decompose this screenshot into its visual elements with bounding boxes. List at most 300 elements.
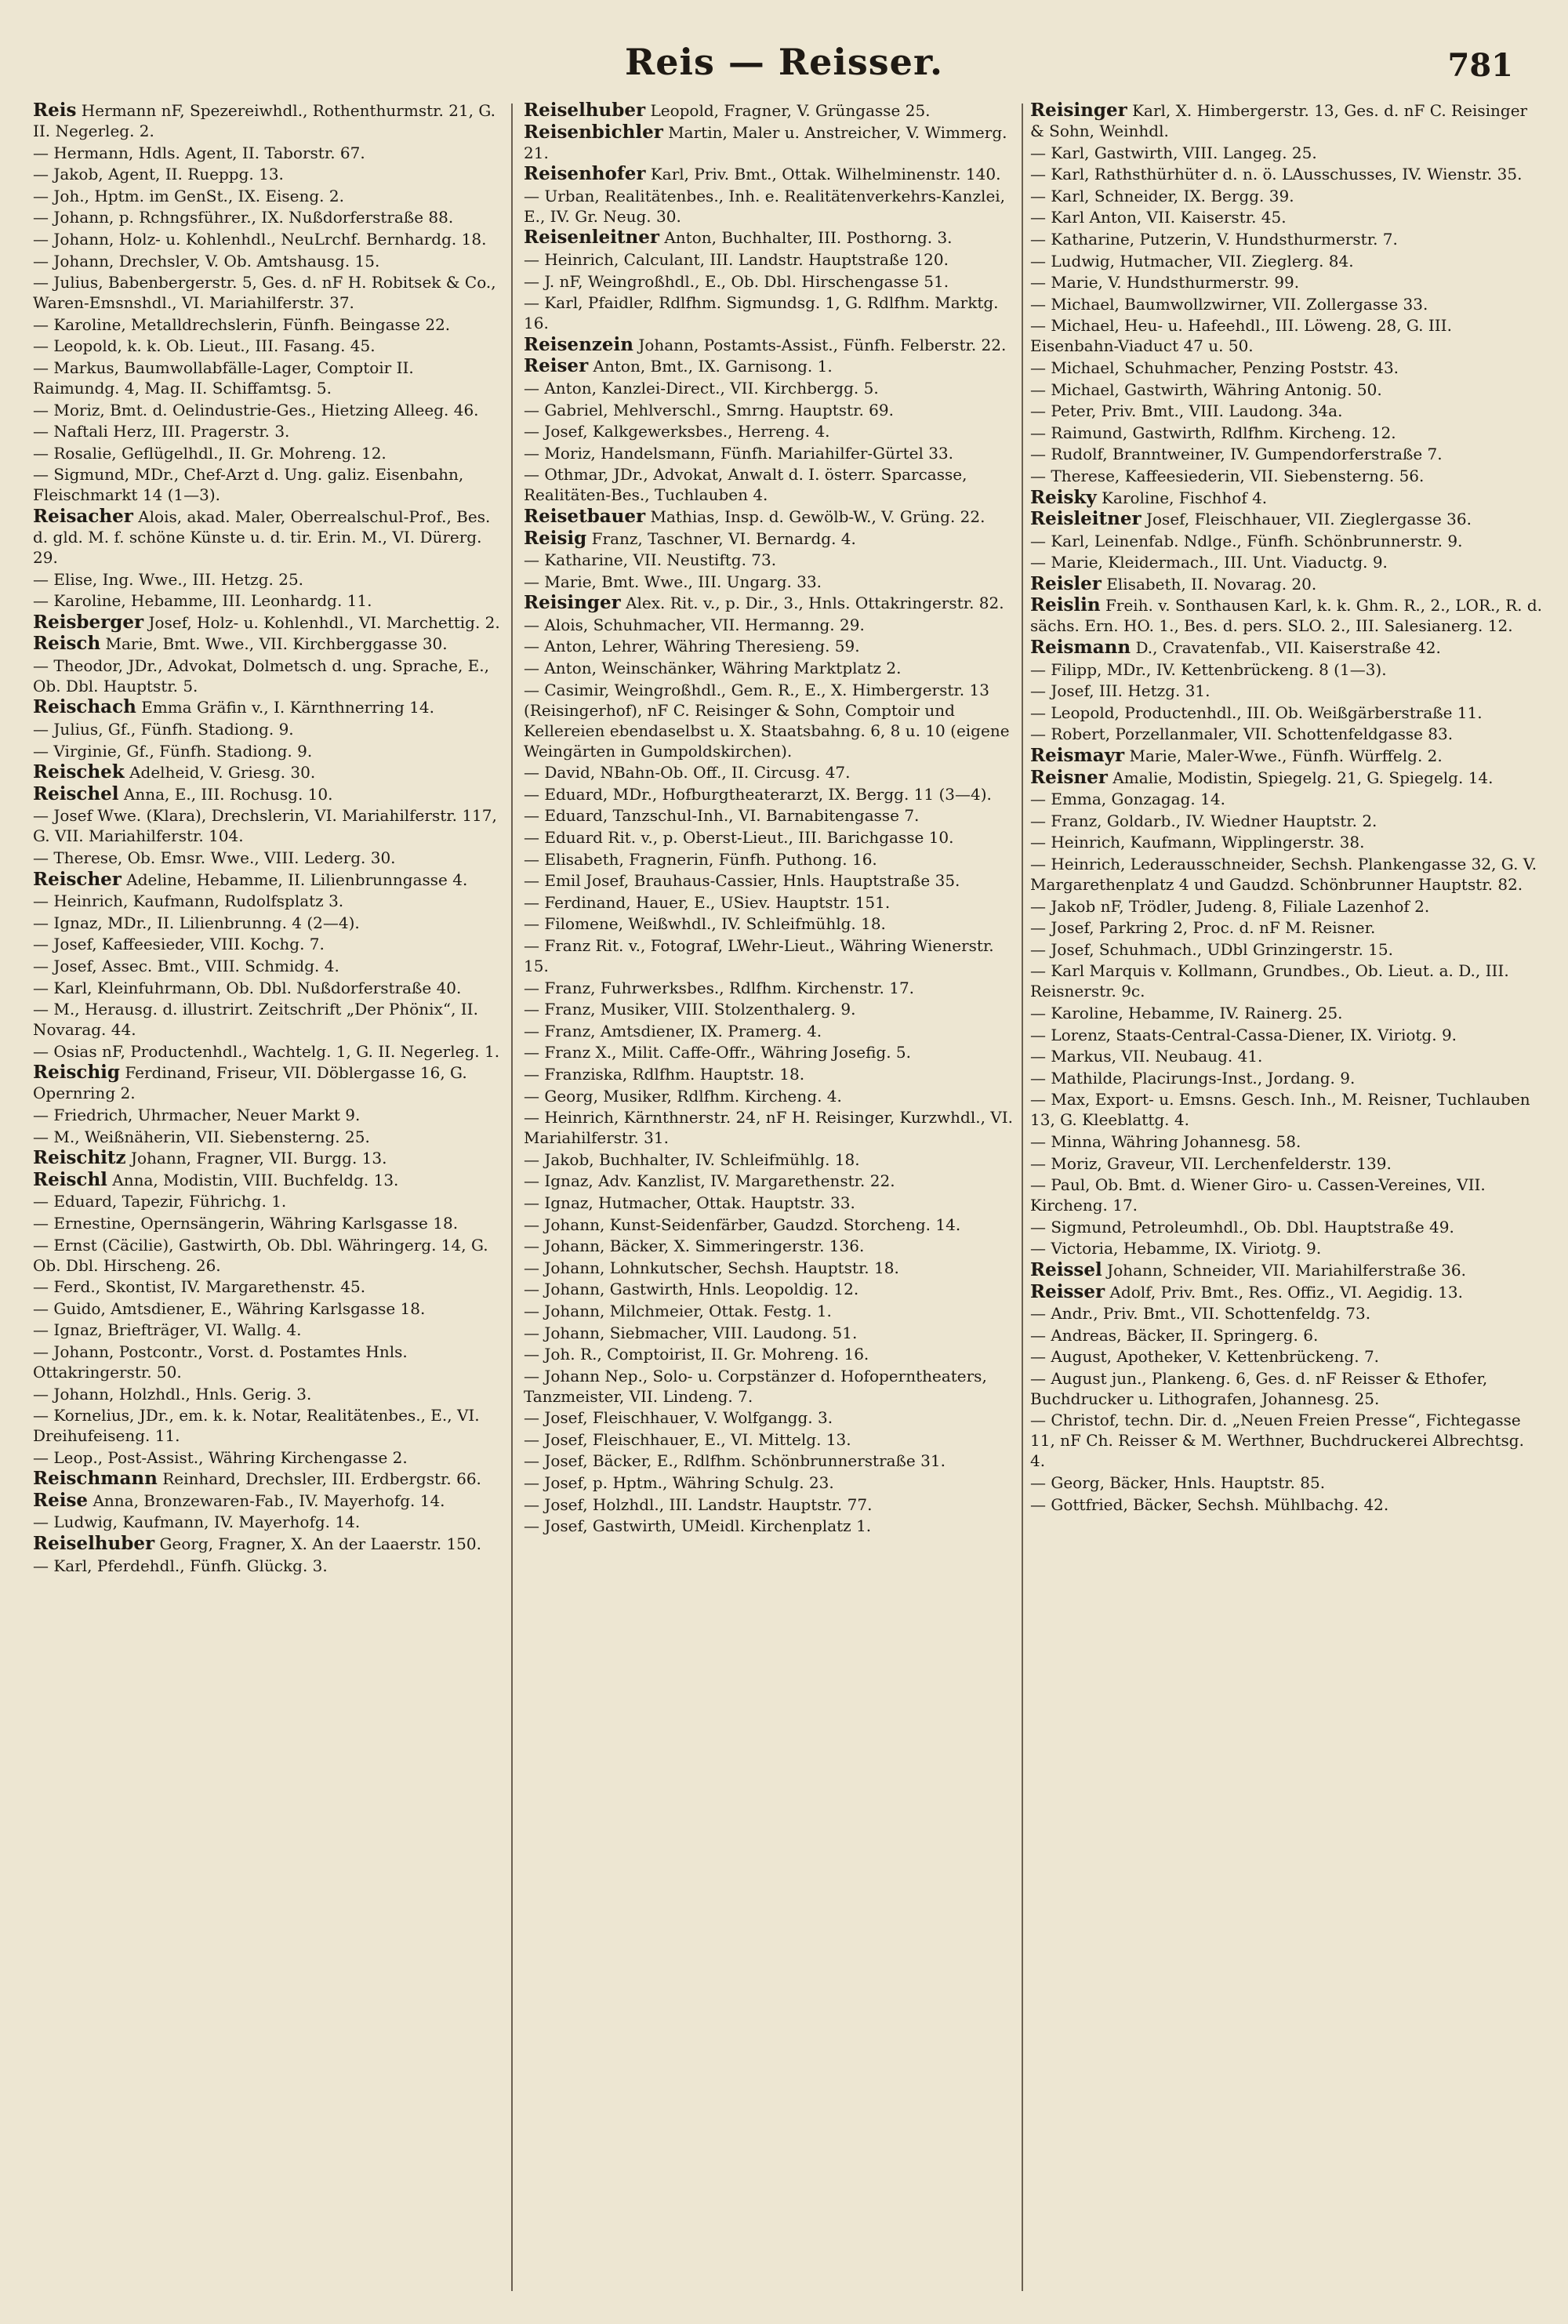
entry-text: — Karl Anton, VII. Kaiserstr. 45.	[1030, 208, 1287, 227]
entry-surname: Reischach	[33, 696, 136, 718]
directory-entry	[1030, 1153, 1543, 1174]
entry-surname: Reisenzein	[524, 333, 633, 355]
directory-entry	[1030, 1068, 1543, 1088]
directory-entry	[524, 1236, 1018, 1256]
directory-column-2	[524, 100, 1018, 2311]
directory-entry	[524, 827, 1018, 848]
entry-text: — Karl, Pferdehdl., Fünfh. Glückg. 3.	[33, 1556, 328, 1575]
directory-entry	[1030, 1175, 1543, 1215]
entry-text: — Josef, Holzhdl., III. Landstr. Hauptstr. 77.	[524, 1494, 873, 1514]
directory-entry	[524, 762, 1018, 783]
directory-entry	[33, 1148, 503, 1168]
directory-entry	[33, 1170, 503, 1190]
entry-text: — Max, Export- u. Emsns. Gesch. Inh., M. Reisner, Tuchlauben 13, G. Kleeblattg. 4.	[1030, 1090, 1530, 1130]
entry-text: — Franziska, Rdlfhm. Hauptstr. 18.	[524, 1064, 805, 1084]
entry-text: — Marie, Bmt. Wwe., III. Ungarg. 33.	[524, 572, 822, 591]
directory-entry	[524, 443, 1018, 463]
entry-text: — Johann, p. Rchngsführer., IX. Nußdorferstraße 88.	[33, 208, 454, 227]
directory-entry	[33, 655, 503, 696]
directory-entry	[524, 1407, 1018, 1428]
entry-text: — Karoline, Hebamme, III. Leonhardg. 11.	[33, 591, 372, 611]
directory-entry	[33, 358, 503, 398]
entry-text: D., Cravatenfab., VII. Kaiserstraße 42.	[1135, 638, 1441, 658]
entry-text: — Filomene, Weißwhdl., IV. Schleifmühlg. 18.	[524, 914, 886, 934]
directory-entry	[524, 1451, 1018, 1471]
entry-text: — Michael, Baumwollzwirner, VII. Zollergasse 33.	[1030, 294, 1428, 314]
directory-entry	[1030, 294, 1543, 314]
directory-entry	[33, 1298, 503, 1319]
entry-text: — Mathilde, Placirungs-Inst., Jordang. 9.	[1030, 1068, 1356, 1088]
directory-entry	[524, 913, 1018, 934]
column-divider	[511, 103, 513, 2291]
entry-text: — Ignaz, Briefträger, VI. Wallg. 4.	[33, 1320, 302, 1340]
entry-text: — Moriz, Handelsmann, Fünfh. Mariahilfer-Gürtel 33.	[524, 443, 953, 463]
directory-entry	[524, 658, 1018, 678]
directory-entry	[33, 934, 503, 954]
directory-entry	[33, 590, 503, 611]
entry-text: — Katharine, VII. Neustiftg. 73.	[524, 550, 777, 570]
directory-entry	[33, 251, 503, 271]
entry-text: Hermann nF, Spezereiwhdl., Rothenthurmstr. 21, G. II. Negerleg. 2.	[33, 101, 495, 140]
entry-text: — Emil Josef, Brauhaus-Cassier, Hnls. Hauptstraße 35.	[524, 871, 960, 891]
directory-entry	[1030, 1131, 1543, 1152]
entry-text: Anton, Bmt., IX. Garnisong. 1.	[593, 357, 833, 376]
entry-surname: Reischig	[33, 1062, 120, 1084]
entry-surname: Reiser	[524, 355, 589, 377]
directory-entry	[524, 164, 1018, 184]
entry-text: — Franz X., Milit. Caffe-Offr., Währing Josefig. 5.	[524, 1043, 912, 1062]
entry-text: — Minna, Währing Johannesg. 58.	[1030, 1131, 1301, 1151]
directory-entry	[524, 1258, 1018, 1278]
entry-text: — Franz, Goldarb., IV. Wiedner Hauptstr. 2.	[1030, 811, 1377, 830]
entry-text: — Josef Wwe. (Klara), Drechslerin, VI. Mariahilferstr. 117, G. VII. Mariahilferstr. 104.	[33, 806, 497, 846]
directory-entry	[1030, 401, 1543, 421]
entry-text: — Ludwig, Hutmacher, VII. Zieglerg. 84.	[1030, 251, 1354, 271]
directory-entry	[1030, 832, 1543, 852]
entry-surname: Reischmann	[33, 1468, 158, 1490]
entry-surname: Reisch	[33, 633, 101, 655]
entry-text: — Johann, Gastwirth, Hnls. Leopoldig. 12.	[524, 1280, 859, 1299]
entry-text: — Moriz, Bmt. d. Oelindustrie-Ges., Hietzing Alleeg. 46.	[33, 400, 479, 419]
directory-entry	[1030, 854, 1543, 895]
directory-entry	[33, 956, 503, 976]
entry-text: — Guido, Amtsdiener, E., Währing Karlsgasse 18.	[33, 1298, 426, 1318]
entry-surname: Reismann	[1030, 637, 1131, 659]
entry-surname: Reisky	[1030, 486, 1097, 508]
directory-entry	[33, 1191, 503, 1211]
entry-text: — Julius, Gf., Fünfh. Stadiong. 9.	[33, 720, 294, 739]
directory-entry	[524, 935, 1018, 976]
entry-surname: Reissel	[1030, 1258, 1102, 1280]
directory-entry	[1030, 960, 1543, 1001]
directory-entry	[1030, 531, 1543, 551]
directory-entry	[1030, 1046, 1543, 1066]
entry-text: — Franz, Fuhrwerksbes., Rdlfhm. Kirchenstr. 17.	[524, 978, 915, 997]
entry-text: — Anton, Weinschänker, Währing Marktplatz 2.	[524, 659, 902, 678]
entry-text: Ferdinand, Friseur, VII. Döblergasse 16, G. Opernring 2.	[33, 1063, 467, 1103]
entry-text: Anton, Buchhalter, III. Posthorng. 3.	[664, 228, 953, 248]
entry-surname: Reischek	[33, 761, 125, 783]
entry-text: — Karoline, Metalldrechslerin, Fünfh. Beingasse 22.	[33, 314, 451, 334]
entry-text: — Michael, Schuhmacher, Penzing Poststr. 43.	[1030, 358, 1399, 377]
directory-entry	[1030, 1303, 1543, 1324]
directory-entry	[524, 356, 1018, 376]
directory-entry	[33, 762, 503, 783]
directory-entry	[33, 1320, 503, 1340]
entry-surname: Reiselhuber	[33, 1533, 155, 1555]
entry-text: — Josef, Kalkgewerksbes., Herreng. 4.	[524, 422, 830, 441]
entry-text: — Leopold, k. k. Ob. Lieut., III. Fasang. 45.	[33, 336, 376, 356]
entry-text: — Johann, Milchmeier, Ottak. Festg. 1.	[524, 1301, 832, 1320]
directory-entry	[524, 1086, 1018, 1106]
entry-text: — Othmar, JDr., Advokat, Anwalt d. I. österr. Sparcasse, Realitäten-Bes., Tuchlauben 4.	[524, 465, 967, 505]
directory-entry	[524, 400, 1018, 420]
entry-surname: Reischl	[33, 1168, 107, 1190]
directory-entry	[1030, 1217, 1543, 1237]
directory-entry	[33, 569, 503, 590]
directory-entry	[1030, 423, 1543, 443]
entry-text: Marie, Bmt. Wwe., VII. Kirchberggasse 30.	[105, 634, 448, 654]
directory-entry	[524, 636, 1018, 656]
entry-text: — Rosalie, Geflügelhdl., II. Gr. Mohreng. 12.	[33, 443, 387, 463]
entry-text: Karl, X. Himbergerstr. 13, Ges. d. nF C. Reisinger & Sohn, Weinhdl.	[1030, 101, 1528, 140]
entry-text: — Franz Rit. v., Fotograf, LWehr-Lieut., Währing Wienerstr. 15.	[524, 936, 994, 975]
directory-entry	[33, 1105, 503, 1125]
entry-text: — Heinrich, Kaufmann, Wipplingerstr. 38.	[1030, 833, 1365, 852]
entry-text: — Eduard, Tanzschul-Inh., VI. Barnabitengasse 7.	[524, 806, 920, 826]
directory-entry	[33, 1127, 503, 1147]
entry-surname: Reisberger	[33, 611, 144, 633]
entry-surname: Reisig	[524, 527, 587, 549]
entry-text: — Josef, p. Hptm., Währing Schulg. 23.	[524, 1473, 834, 1493]
directory-entry	[1030, 681, 1543, 701]
entry-text: Marie, Maler-Wwe., Fünfh. Würffelg. 2.	[1129, 746, 1443, 766]
directory-entry	[33, 741, 503, 761]
directory-entry	[1030, 100, 1543, 141]
entry-text: Mathias, Insp. d. Gewölb-W., V. Grüng. 22.	[650, 507, 985, 526]
entry-text: — Michael, Heu- u. Hafeehdl., III. Löweng. 28, G. III. Eisenbahn-Viaduct 47 u. 50.	[1030, 316, 1452, 356]
entry-text: — Victoria, Hebamme, IX. Viriotg. 9.	[1030, 1239, 1322, 1258]
entry-text: — Andreas, Bäcker, II. Springerg. 6.	[1030, 1325, 1319, 1345]
entry-text: — Georg, Bäcker, Hnls. Hauptstr. 85.	[1030, 1473, 1326, 1493]
directory-entry	[33, 1041, 503, 1062]
directory-entry	[1030, 488, 1543, 508]
directory-entry	[524, 849, 1018, 870]
entry-text: — Josef, Kaffeesieder, VIII. Kochg. 7.	[33, 935, 325, 954]
entry-text: Karl, Priv. Bmt., Ottak. Wilhelminenstr. 140.	[650, 165, 1001, 184]
entry-surname: Reis	[33, 100, 77, 121]
entry-surname: Reisenhofer	[524, 163, 646, 185]
directory-entry	[524, 1323, 1018, 1343]
directory-entry	[33, 100, 503, 141]
entry-text: — Gabriel, Mehlverschl., Smrng. Hauptstr. 69.	[524, 400, 894, 419]
directory-entry	[33, 612, 503, 633]
entry-text: — Anton, Lehrer, Währing Theresieng. 59.	[524, 637, 860, 656]
directory-entry	[524, 1429, 1018, 1450]
entry-text: — Karl, Schneider, IX. Bergg. 39.	[1030, 186, 1294, 205]
directory-entry	[33, 314, 503, 335]
entry-text: — Eduard, MDr., Hofburgtheaterarzt, IX. Bergg. 11 (3—4).	[524, 784, 992, 804]
entry-text: — August jun., Plankeng. 6, Ges. d. nF Reisser & Ethofer, Buchdrucker u. Lithografen, Johannesg. 25.	[1030, 1368, 1488, 1408]
directory-entry	[1030, 509, 1543, 529]
entry-text: — Elisabeth, Fragnerin, Fünfh. Puthong. 16.	[524, 849, 877, 869]
directory-entry	[33, 848, 503, 868]
entry-surname: Reise	[33, 1489, 89, 1511]
entry-text: — Robert, Porzellanmaler, VII. Schottenfeldgasse 83.	[1030, 724, 1454, 744]
directory-entry	[524, 550, 1018, 570]
directory-entry	[524, 186, 1018, 227]
directory-entry	[33, 1213, 503, 1233]
directory-entry	[1030, 703, 1543, 723]
directory-entry	[1030, 917, 1543, 938]
directory-entry	[33, 1405, 503, 1446]
entry-text: Anna, Modistin, VIII. Buchfeldg. 13.	[112, 1170, 399, 1189]
entry-text: — Joh., Hptm. im GenSt., IX. Eiseng. 2.	[33, 186, 344, 205]
entry-text: Freih. v. Sonthausen Karl, k. k. Ghm. R., 2., LOR., R. d. sächs. Ern. HO. 1., Bes. d. pers. SLO. 2., III. Salesianerg. 12.	[1030, 596, 1543, 636]
directory-entry	[524, 680, 1018, 761]
entry-text: — Karl, Pfaidler, Rdlfhm. Sigmundsg. 1, G. Rdlfhm. Marktg. 16.	[524, 293, 999, 333]
entry-text: Johann, Schneider, VII. Mariahilferstraße 36.	[1107, 1260, 1466, 1280]
directory-entry	[524, 1042, 1018, 1062]
entry-text: — Therese, Kaffeesiederin, VII. Siebensterng. 56.	[1030, 466, 1425, 485]
entry-text: — M., Herausg. d. illustrirt. Zeitschrift „Der Phönix“, II. Novarag. 44.	[33, 1000, 478, 1040]
directory-entry	[33, 164, 503, 184]
directory-entry	[524, 1107, 1018, 1148]
column-divider	[1022, 103, 1023, 2291]
directory-entry	[1030, 1472, 1543, 1493]
entry-text: Elisabeth, II. Novarag. 20.	[1106, 574, 1317, 594]
directory-entry	[524, 227, 1018, 248]
directory-entry	[1030, 186, 1543, 206]
entry-text: — Joh. R., Comptoirist, II. Gr. Mohreng. 16.	[524, 1345, 869, 1364]
entry-text: Alex. Rit. v., p. Dir., 3., Hnls. Ottakringerstr. 82.	[626, 594, 1004, 613]
entry-text: — Osias nF, Productenhdl., Wachtelg. 1, G. II. Negerleg. 1.	[33, 1041, 500, 1061]
entry-text: Franz, Taschner, VI. Bernardg. 4.	[591, 528, 856, 548]
directory-entry	[33, 143, 503, 163]
entry-text: — Leopold, Productenhdl., III. Ob. Weißgärberstraße 11.	[1030, 703, 1483, 722]
directory-entry	[524, 1193, 1018, 1213]
entry-text: — Johann, Kunst-Seidenfärber, Gaudzd. Storcheng. 14.	[524, 1215, 961, 1234]
directory-entry	[524, 1171, 1018, 1191]
entry-text: — Johann, Lohnkutscher, Sechsh. Hauptstr. 18.	[524, 1258, 899, 1277]
entry-text: — Josef, Parkring 2, Proc. d. nF M. Reisner.	[1030, 918, 1376, 938]
entry-surname: Reismayr	[1030, 745, 1125, 767]
entry-text: — Ignaz, MDr., II. Lilienbrunng. 4 (2—4).	[33, 913, 360, 932]
directory-entry	[524, 122, 1018, 163]
directory-entry	[524, 999, 1018, 1019]
entry-surname: Reischel	[33, 783, 119, 804]
entry-text: — Markus, Baumwollabfälle-Lager, Comptoir II. Raimundg. 4, Mag. II. Schiffamtsg. 5.	[33, 358, 414, 398]
entry-text: — Josef, III. Hetzg. 31.	[1030, 681, 1210, 701]
entry-text: — Johann, Holzhdl., Hnls. Gerig. 3.	[33, 1384, 312, 1403]
entry-surname: Reislin	[1030, 594, 1101, 616]
directory-entry	[1030, 358, 1543, 378]
directory-entry	[524, 892, 1018, 913]
directory-entry	[33, 336, 503, 356]
directory-entry	[33, 870, 503, 890]
directory-entry	[524, 507, 1018, 527]
directory-entry	[33, 1491, 503, 1511]
directory-entry	[1030, 1238, 1543, 1258]
directory-entry	[33, 1534, 503, 1554]
directory-entry	[33, 272, 503, 313]
page-number: 781	[1447, 47, 1513, 84]
entry-text: — Urban, Realitätenbes., Inh. e. Realitätenverkehrs-Kanzlei, E., IV. Gr. Neug. 30.	[524, 186, 1006, 226]
entry-text: — August, Apotheker, V. Kettenbrückeng. 7.	[1030, 1347, 1380, 1367]
entry-text: — Ignaz, Adv. Kanzlist, IV. Margarethenstr. 22.	[524, 1171, 895, 1191]
directory-entry	[1030, 143, 1543, 163]
entry-text: — Filipp, MDr., IV. Kettenbrückeng. 8 (1—3).	[1030, 659, 1387, 679]
entry-text: — Josef, Assec. Bmt., VIII. Schmidg. 4.	[33, 957, 339, 975]
entry-text: — Johann, Holz- u. Kohlenhdl., NeuLrchf. Bernhardg. 18.	[33, 229, 487, 249]
directory-entry	[1030, 207, 1543, 227]
entry-text: — Peter, Priv. Bmt., VIII. Laudong. 34a.	[1030, 401, 1343, 421]
entry-text: — Rudolf, Branntweiner, IV. Gumpendorferstraße 7.	[1030, 445, 1443, 464]
directory-entry	[1030, 164, 1543, 184]
entry-text: — Theodor, JDr., Advokat, Dolmetsch d. ung. Sprache, E., Ob. Dbl. Hauptstr. 5.	[33, 655, 489, 695]
directory-entry	[33, 421, 503, 441]
entry-text: — Karoline, Hebamme, IV. Rainerg. 25.	[1030, 1003, 1343, 1022]
directory-entry	[1030, 1346, 1543, 1367]
directory-entry	[33, 186, 503, 206]
directory-entry	[33, 507, 503, 568]
page-header	[0, 34, 1568, 97]
entry-text: — Eduard, Tapezir, Führichg. 1.	[33, 1192, 287, 1211]
directory-entry	[1030, 1025, 1543, 1045]
entry-text: — Ernestine, Opernsängerin, Währing Karlsgasse 18.	[33, 1213, 459, 1233]
entry-surname: Reischitz	[33, 1147, 126, 1169]
entry-text: Josef, Holz- u. Kohlenhdl., VI. Marchettig. 2.	[148, 612, 500, 632]
directory-entry	[33, 634, 503, 654]
entry-text: Martin, Maler u. Anstreicher, V. Wimmerg. 21.	[524, 122, 1007, 162]
directory-entry	[33, 1512, 503, 1532]
directory-entry	[524, 421, 1018, 441]
entry-text: Anna, Bronzewaren-Fab., IV. Mayerhofg. 14.	[93, 1491, 445, 1510]
entry-text: — Ferdinand, Hauer, E., USiev. Hauptstr. 151.	[524, 892, 891, 912]
entry-text: — Kornelius, JDr., em. k. k. Notar, Realitätenbes., E., VI. Dreihufeiseng. 11.	[33, 1406, 480, 1446]
directory-entry	[524, 528, 1018, 549]
directory-entry	[524, 1149, 1018, 1170]
directory-entry	[1030, 1282, 1543, 1302]
entry-text: — Paul, Ob. Bmt. d. Wiener Giro- u. Cassen-Vereines, VII. Kircheng. 17.	[1030, 1175, 1486, 1215]
entry-text: — Jakob nF, Trödler, Judeng. 8, Filiale Lazenhof 2.	[1030, 896, 1430, 916]
directory-entry	[33, 784, 503, 804]
directory-entry	[524, 1215, 1018, 1235]
directory-entry	[524, 1516, 1018, 1536]
directory-entry	[1030, 379, 1543, 400]
directory-column-1	[33, 100, 503, 2311]
directory-entry	[1030, 1260, 1543, 1280]
entry-text: Adelheid, V. Griesg. 30.	[129, 763, 316, 783]
directory-entry	[524, 271, 1018, 292]
directory-entry	[524, 378, 1018, 398]
entry-text: — Hermann, Hdls. Agent, II. Taborstr. 67.	[33, 143, 365, 162]
entry-text: — Friedrich, Uhrmacher, Neuer Markt 9.	[33, 1105, 361, 1124]
entry-text: — Julius, Babenbergerstr. 5, Ges. d. nF H. Robitsek & Co., Waren-Emsnshdl., VI. Mariahilferstr. 37.	[33, 273, 496, 313]
entry-text: — Jakob, Buchhalter, IV. Schleifmühlg. 18.	[524, 1149, 860, 1169]
entry-text: — Markus, VII. Neubaug. 41.	[1030, 1047, 1263, 1066]
entry-text: — Johann, Siebmacher, VIII. Laudong. 51.	[524, 1323, 858, 1342]
entry-text: — Heinrich, Kärnthnerstr. 24, nF H. Reisinger, Kurzwhdl., VI. Mariahilferstr. 31.	[524, 1108, 1013, 1148]
directory-entry	[33, 1342, 503, 1382]
entry-text: — Gottfried, Bäcker, Sechsh. Mühlbachg. 42.	[1030, 1494, 1389, 1514]
entry-text: — Casimir, Weingroßhdl., Gem. R., E., X. Himbergerstr. 13 (Reisingerhof), nF C. Reisinger & Sohn, Comptoir und Kellereien ebendaselbst u. X. Staatsbahng. 6, 8 u. 10 (eigene Weingärten in Gumpoldskirchen).	[524, 680, 1010, 761]
entry-text: — Emma, Gonzagag. 14.	[1030, 790, 1225, 809]
directory-entry	[33, 1469, 503, 1489]
entry-surname: Reisler	[1030, 572, 1102, 594]
directory-entry	[524, 593, 1018, 613]
entry-surname: Reisetbauer	[524, 505, 646, 527]
directory-entry	[33, 1556, 503, 1576]
directory-entry	[1030, 444, 1543, 464]
directory-entry	[33, 999, 503, 1040]
directory-entry	[1030, 1325, 1543, 1345]
directory-entry	[524, 1494, 1018, 1515]
entry-text: — Michael, Gastwirth, Währing Antonig. 50.	[1030, 379, 1382, 399]
entry-text: — Karl, Gastwirth, VIII. Langeg. 25.	[1030, 143, 1317, 162]
entry-text: — Georg, Musiker, Rdlfhm. Kircheng. 4.	[524, 1086, 842, 1106]
directory-entry	[524, 1344, 1018, 1364]
entry-surname: Reisleitner	[1030, 508, 1142, 530]
entry-surname: Reiselhuber	[524, 100, 646, 121]
entry-surname: Reisenbichler	[524, 121, 663, 143]
entry-surname: Reischer	[33, 868, 122, 890]
directory-entry	[1030, 315, 1543, 356]
directory-entry	[33, 207, 503, 227]
entry-text: — Christof, techn. Dir. d. „Neuen Freien Presse“, Fichtegasse 11, nF Ch. Reisser & M. Werthner, Buchdruckerei Albrechtsg. 4.	[1030, 1411, 1524, 1471]
directory-entry	[33, 697, 503, 717]
entry-text: — Karl, Rathsthürhüter d. n. ö. LAusschusses, IV. Wienstr. 35.	[1030, 165, 1523, 184]
entry-text: Emma Gräfin v., I. Kärnthnerring 14.	[141, 698, 434, 717]
directory-entry	[33, 1235, 503, 1276]
directory-entry	[524, 572, 1018, 592]
directory-entry	[524, 978, 1018, 998]
entry-text: — Josef, Gastwirth, UMeidl. Kirchenplatz 1.	[524, 1516, 872, 1536]
directory-entry	[33, 1276, 503, 1297]
entry-surname: Reisinger	[1030, 100, 1127, 121]
directory-entry	[524, 615, 1018, 635]
entry-text: — Johann, Drechsler, V. Ob. Amtshausg. 15.	[33, 251, 380, 271]
entry-text: Alois, akad. Maler, Oberrealschul-Prof., Bes. d. gld. M. f. schöne Künste u. d. tir. Erin. M., VI. Dürerg. 29.	[33, 507, 491, 567]
entry-text: — M., Weißnäherin, VII. Siebensterng. 25.	[33, 1127, 370, 1146]
entry-text: — Heinrich, Kaufmann, Rudolfsplatz 3.	[33, 891, 344, 911]
directory-entry	[1030, 272, 1543, 292]
entry-text: Johann, Postamts-Assist., Fünfh. Felberstr. 22.	[638, 335, 1007, 354]
entry-text: — Ernst (Cäcilie), Gastwirth, Ob. Dbl. Währingerg. 14, G. Ob. Dbl. Hirscheng. 26.	[33, 1235, 488, 1275]
entry-text: — Marie, V. Hundsthurmerstr. 99.	[1030, 273, 1300, 292]
directory-entry	[33, 464, 503, 505]
entry-text: — Raimund, Gastwirth, Rdlfhm. Kircheng. 12.	[1030, 423, 1396, 442]
entry-text: — Sigmund, Petroleumhdl., Ob. Dbl. Hauptstraße 49.	[1030, 1217, 1454, 1236]
directory-entry	[33, 229, 503, 249]
directory-entry	[1030, 789, 1543, 809]
directory-entry	[524, 1366, 1018, 1407]
directory-entry	[524, 805, 1018, 826]
directory-entry	[33, 1447, 503, 1468]
entry-text: — Johann, Postcontr., Vorst. d. Postamtes Hnls. Ottakringerstr. 50.	[33, 1342, 408, 1382]
entry-text: — Marie, Kleidermach., III. Unt. Viaductg. 9.	[1030, 553, 1388, 572]
entry-text: Karoline, Fischhof 4.	[1102, 488, 1268, 507]
directory-entry	[33, 913, 503, 933]
entry-text: — Karl, Kleinfuhrmann, Ob. Dbl. Nußdorferstraße 40.	[33, 978, 462, 997]
entry-text: — Eduard Rit. v., p. Oberst-Lieut., III. Barichgasse 10.	[524, 828, 954, 848]
directory-entry	[33, 719, 503, 739]
entry-text: — Lorenz, Staats-Central-Cassa-Diener, IX. Viriotg. 9.	[1030, 1025, 1457, 1044]
directory-entry	[1030, 595, 1543, 636]
directory-entry	[33, 443, 503, 463]
entry-text: — Ferd., Skontist, IV. Margarethenstr. 45.	[33, 1277, 366, 1297]
entry-text: — Moriz, Graveur, VII. Lerchenfelderstr. 139.	[1030, 1153, 1392, 1173]
